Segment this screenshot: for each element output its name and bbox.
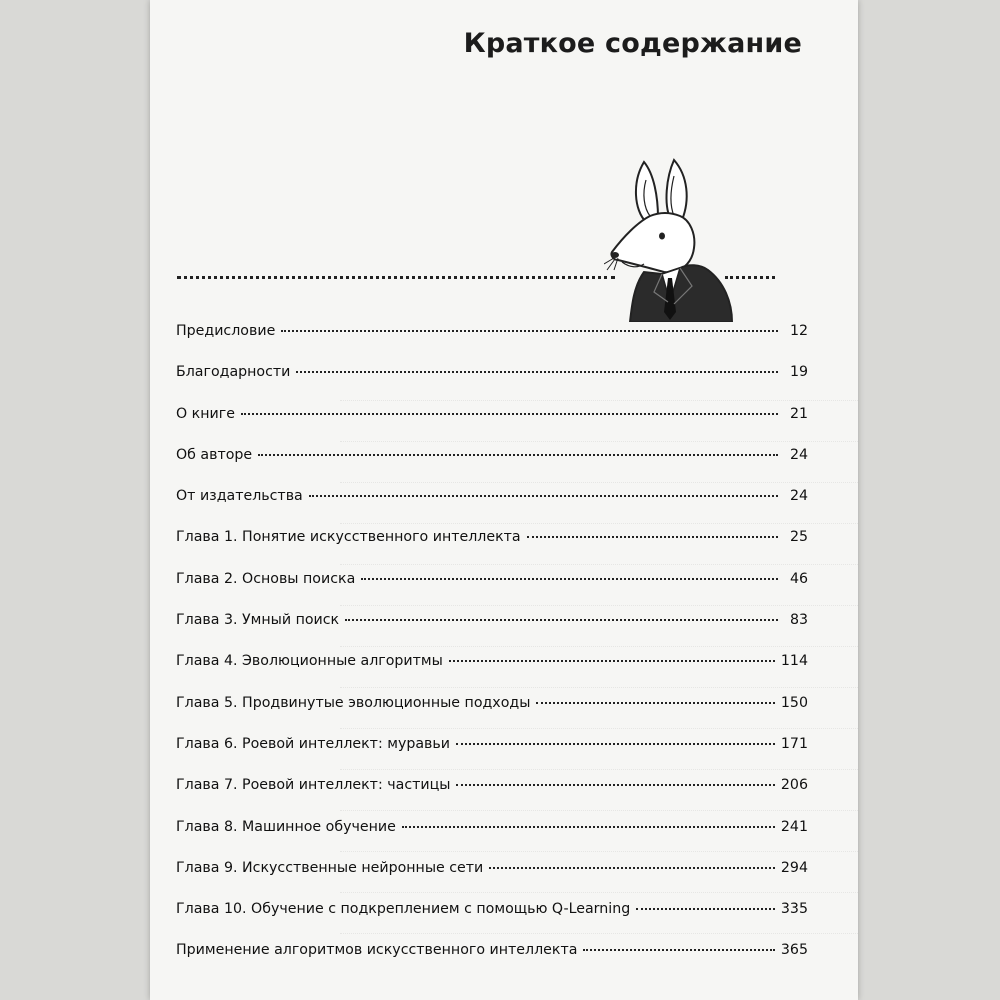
dot-leader [456,743,775,745]
toc-entry-page: 114 [780,653,808,670]
toc-entry-label: Применение алгоритмов искусственного интеллекта [176,942,578,959]
toc-entry-page: 83 [789,612,808,629]
toc-entry-page: 46 [789,570,808,587]
dot-leader [527,536,778,538]
toc-entry-page: 206 [780,777,808,794]
toc-entry-page: 12 [789,323,808,339]
dot-leader [309,495,778,497]
toc-entry [176,942,808,983]
toc-entry [176,777,808,818]
toc-entry-page: 19 [789,364,808,381]
toc-entry-page: 241 [780,818,808,835]
toc-entry-label: О книге [176,405,235,422]
toc-entry-label: Глава 8. Машинное обучение [176,818,396,835]
dot-leader [536,702,775,704]
toc-entry [176,447,808,488]
toc-entry-page: 171 [780,735,808,752]
dot-leader [456,784,774,786]
toc-entry-page: 21 [789,405,808,422]
dot-leader [296,371,778,373]
toc-entry [176,364,808,405]
toc-entry [176,406,808,447]
page-title: Краткое содержание [463,28,802,59]
toc-entry [176,323,808,364]
toc-entry-label: Благодарности [176,364,291,381]
dot-leader [636,908,775,910]
toc-entry-label: Глава 4. Эволюционные алгоритмы [176,653,443,670]
toc-entry-page: 335 [780,901,808,918]
dot-leader [241,413,778,415]
toc-entry-label: Глава 1. Понятие искусственного интеллекта [176,529,521,546]
dot-leader [281,330,778,332]
toc-entry-label: Глава 6. Роевой интеллект: муравьи [176,735,450,752]
toc-entry [176,819,808,860]
toc-entry-label: Предисловие [176,323,276,339]
toc-entry [176,488,808,529]
toc-entry-page: 150 [780,694,808,711]
dot-leader [402,826,775,828]
toc-entry-label: Глава 10. Обучение с подкреплением с помощью Q-Learning [176,901,631,918]
toc-entry [176,612,808,653]
toc-entry-page: 24 [789,488,808,505]
toc-entry-page: 294 [780,859,808,876]
toc-entry [176,571,808,612]
dot-leader [489,867,775,869]
dot-leader [345,619,778,621]
toc-entry-page: 24 [789,446,808,463]
dotted-divider [177,276,615,279]
book-page [150,0,858,1000]
toc-entry-label: Глава 9. Искусственные нейронные сети [176,859,484,876]
dot-leader [258,454,778,456]
toc-entry [176,860,808,901]
toc-entry [176,901,808,942]
toc-entry [176,736,808,777]
toc-entry [176,653,808,694]
toc-entry-label: Глава 3. Умный поиск [176,612,340,629]
dot-leader [583,949,774,951]
toc-entry-label: Глава 7. Роевой интеллект: частицы [176,777,451,794]
toc-entry-label: От издательства [176,488,303,505]
table-of-contents [176,323,808,984]
rabbit-in-suit-icon [604,152,739,322]
toc-entry-page: 365 [780,942,808,959]
toc-entry-page: 25 [789,529,808,546]
dot-leader [449,660,775,662]
toc-entry-label: Об авторе [176,446,253,463]
toc-entry-label: Глава 2. Основы поиска [176,570,356,587]
toc-entry [176,695,808,736]
dot-leader [361,578,778,580]
toc-entry-label: Глава 5. Продвинутые эволюционные подходы [176,694,531,711]
toc-entry [176,529,808,570]
